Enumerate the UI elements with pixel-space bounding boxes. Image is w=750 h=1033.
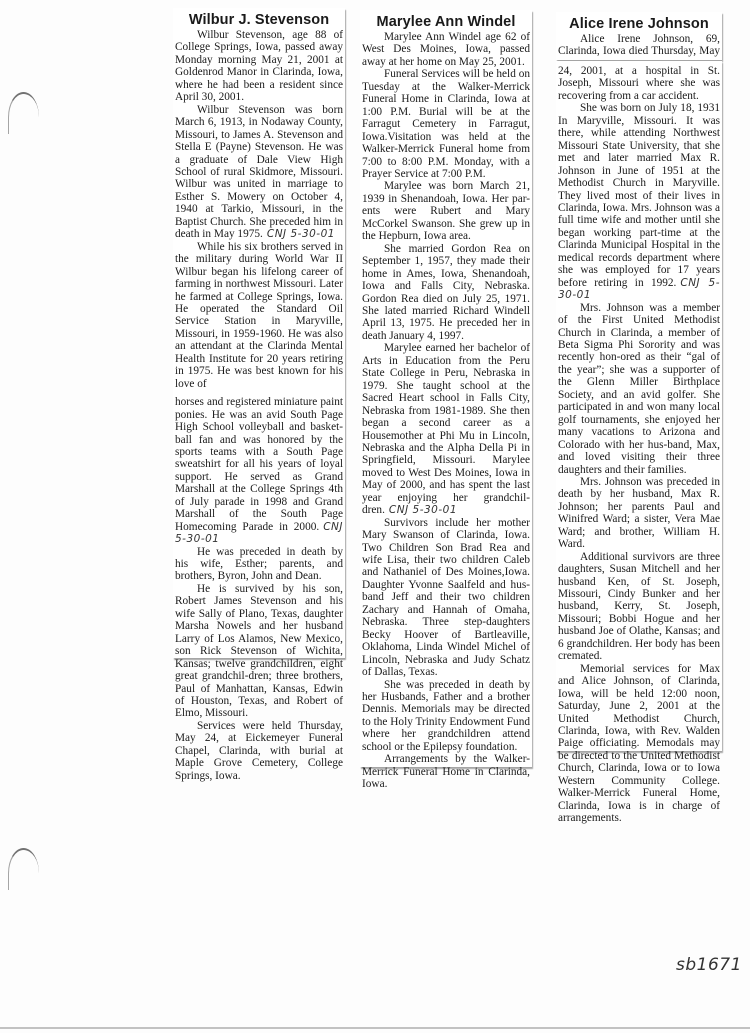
obituary-clipping-johnson-body bbox=[556, 61, 722, 825]
obituary-paragraph: Wilbur Stevenson, age 88 of College Springs, Iowa, passed away Monday morning May 21, 2001 at Goldenrod Manor in Clarinda, Iowa, where he had been a resident since April 30, 2001. bbox=[175, 29, 343, 104]
obituary-title: Wilbur J. Stevenson bbox=[188, 12, 330, 28]
obituary-paragraph: 24, 2001, at a hospital in St. Joseph, Missouri where she was recovering from a car accident. bbox=[558, 65, 720, 102]
handwritten-annotation: CNJ 5-30-01 bbox=[175, 520, 343, 546]
obituary-paragraph: While his six brothers served in the military during World War II Wilbur began his lifelong career of farming in northwest Missouri. Later he farmed at College Springs, Iowa. He operated the Standard Oil Service Station in Maryville, Missouri, in 1959-1960. He was also an attendant at the Clarinda Mental Health Institute for 20 years retiring in 1975. He was best known for his love of bbox=[175, 240, 343, 390]
handwritten-annotation: CNJ 5-30-01 bbox=[558, 276, 720, 302]
obituary-paragraph: He is survived by his son, Robert James Stevenson and his wife Sally of Plano, Texas, daughter Marsha Nowels and her husband Larry of Los Alamos, New Mexico, son Rick Stevenson of Wichita, Kansas; twelve grandchildren, eight great grandchil-dren; three brothers, Paul of Manhattan, Kansas, Edwin of Houston, Texas, and Robert of Elmo, Missouri. bbox=[175, 582, 343, 720]
obituary-clipping-stevenson bbox=[173, 8, 345, 782]
obituary-paragraph: Mrs. Johnson was preceded in death by her husband, Max R. Johnson; her parents Paul and Winifred Ward; a sister, Vera Mae Ward; and brother, William H. Ward. bbox=[558, 475, 720, 551]
catalog-number-handwritten: sb1671 bbox=[676, 955, 742, 975]
obituary-title: Alice Irene Johnson bbox=[569, 16, 709, 32]
obituary-title: Marylee Ann Windel bbox=[376, 14, 516, 30]
obituary-paragraph: Marylee Ann Windel age 62 of West Des Moines, Iowa, passed away at her home on May 25, 2001. bbox=[362, 31, 530, 68]
obituary-paragraph: She was born on July 18, 1931 In Maryville, Missouri. It was there, while attending Northwest Missouri State University, that she met and later married Max R. Johnson in June of 1951 at the Methodist Church in Maryville. They lived most of their lives in Clarinda, Iowa. Mrs. Johnson was a full time wife and mother until she began working part-time at the Clarinda Municipal Hospital in the medical records department where she was employed for 17 years before retiring in 1992. CNJ 5-30-01 bbox=[558, 102, 720, 302]
obituary-paragraph: She was preceded in death by her Husbands, Father and a brother Dennis. Memorials may be directed to the Holy Trinity Endowment Fund where her grandchildren attend school or the Epilepsy foundation. bbox=[362, 678, 530, 753]
obituary-paragraph: Arrangements by the Walker-Merrick Funeral Home in Clarinda, Iowa. bbox=[362, 753, 530, 791]
obituary-paragraph: Marylee earned her bachelor of Arts in Education from the Peru State College in Peru, Nebraska in 1979. She taught school at the Sacred Heart school in Falls City, Nebraska from 1981-1989. She then began a second career as a Housemother at Phi Mu in Lincoln, Nebraska and the Alpha Della Pi in Springfield, Missouri. Marylee moved to West Des Moines, Iowa in May of 2000, and has spent the last year enjoying her grandchil-dren. CNJ 5-30-01 bbox=[362, 342, 530, 517]
obituary-paragraph: Survivors include her mother Mary Swanson of Clarinda, Iowa. Two Children Son Brad Rea and wife Lisa, their two children Caleb and Nathaniel of Des Moines,Iowa. Daughter Yvonne Saalfeld and hus-band Jeff and their two children Zachary and Hannah of Omaha, Nebraska. Three step-daughters Becky Hoover of Bartleaville, Oklahoma, Linda Windel Michel of Lincoln, Nebraska and Judy Schatz of Dallas, Texas. bbox=[362, 516, 530, 679]
obituary-paragraph: Marylee was born March 21, 1939 in Shenandoah, Iowa. Her par-ents were Rubert and Mary McCorkel Swanson. She grew up in the Hepburn, Iowa area. bbox=[362, 180, 530, 243]
obituary-paragraph: Additional survivors are three daughters, Susan Mitchell and her husband Ken, of St. Joseph, Missouri, Cindy Bunker and her husband, Kerry, St. Joseph, Missouri; Bobbi Hogue and her husband Joe of Olathe, Kansas; and 6 grandchildren. Her body has been cremated. bbox=[558, 550, 720, 663]
obituary-paragraph: Wilbur Stevenson was born March 6, 1913, in Nodaway County, Missouri, to James A. Stevenson and Stella E (Payne) Stevenson. He was a graduate of Dale View High School of rural Skidmore, Missouri. Wilbur was united in marriage to Esther S. Mowery on October 4, 1940 at Tarkio, Missouri, in the Baptist Church. She preceded him in death in May 1975. CNJ 5-30-01 bbox=[175, 103, 343, 241]
obituary-paragraph: Mrs. Johnson was a member of the First United Methodist Church in Clarinda, a member of Beta Sigma Phi Sorority and was recently hon-ored as their “gal of the year”; she was a supporter of the Glenn Miller Birthplace Society, and an avid golfer. She participated in and won many local golf tournaments, she enjoyed her many vacations to Arizona and Colorado with her hus-band, Max, and loved visiting their three daughters and their families. bbox=[558, 301, 720, 476]
obituary-paragraph: He was preceded in death by his wife, Esther; parents, and brothers, Byron, John and Dean. bbox=[175, 545, 343, 583]
obituary-paragraph: Memorial services for Max and Alice Johnson, of Clarinda, Iowa, will be held 12:00 noon, Saturday, June 2, 2001 at the United Methodist Church, Clarinda, Iowa, with Rev. Walden Paige officiating. Memodals may be directed to the United Methodist Church, Clarinda, Iowa or to Iowa Western Community College. Walker-Merrick Funeral Home, Clarinda, Iowa is in charge of arrangements. bbox=[558, 662, 720, 825]
handwritten-annotation: CNJ 5-30-01 bbox=[266, 228, 335, 241]
page-bottom-edge bbox=[0, 1027, 750, 1029]
obituary-paragraph: Funeral Services will be held on Tuesday at the Walker-Merrick Funeral Home in Clarinda, Iowa at 1:00 P.M. Burial will be at the Farragut Cemetery in Farragut, Iowa.Visitation was held at the Walker-Merrick Funeral home from 7:00 to 8:00 P.M. Monday, with a Prayer Service at 7:00 P.M. bbox=[362, 68, 530, 180]
obituary-clipping-johnson-header bbox=[556, 12, 722, 60]
obituary-paragraph: Alice Irene Johnson, 69, Clarinda, Iowa died Thursday, May bbox=[558, 33, 720, 58]
obituary-paragraph: horses and registered miniature paint ponies. He was an avid South Page High School volleyball and basket-ball fan and was honored by the sports teams with a South Page sweatshirt for all his years of loyal support. He served as Grand Marshall at the College Springs 4th of July parade in 1998 and Grand Marshall of the South Page Homecoming Parade in 2000. CNJ 5-30-01 bbox=[175, 396, 343, 546]
obituary-paragraph: She married Gordon Rea on September 1, 1957, they made their home in Ames, Iowa, Shenandoah, Iowa and Falls City, Nebraska. Gordon Rea died on July 25, 1971. She lated married Richard Windell April 13, 1975. He preceded her in death January 4, 1997. bbox=[362, 242, 530, 342]
handwritten-annotation: CNJ 5-30-01 bbox=[388, 504, 458, 517]
obituary-clipping-windel bbox=[360, 10, 532, 791]
binder-hole-mark bbox=[8, 848, 39, 890]
binder-hole-mark bbox=[8, 92, 39, 134]
obituary-paragraph: Services were held Thursday, May 24, at Eickemeyer Funeral Chapel, Clarinda, with burial at Maple Grove Cemetery, College Springs, Iowa. bbox=[175, 719, 343, 782]
